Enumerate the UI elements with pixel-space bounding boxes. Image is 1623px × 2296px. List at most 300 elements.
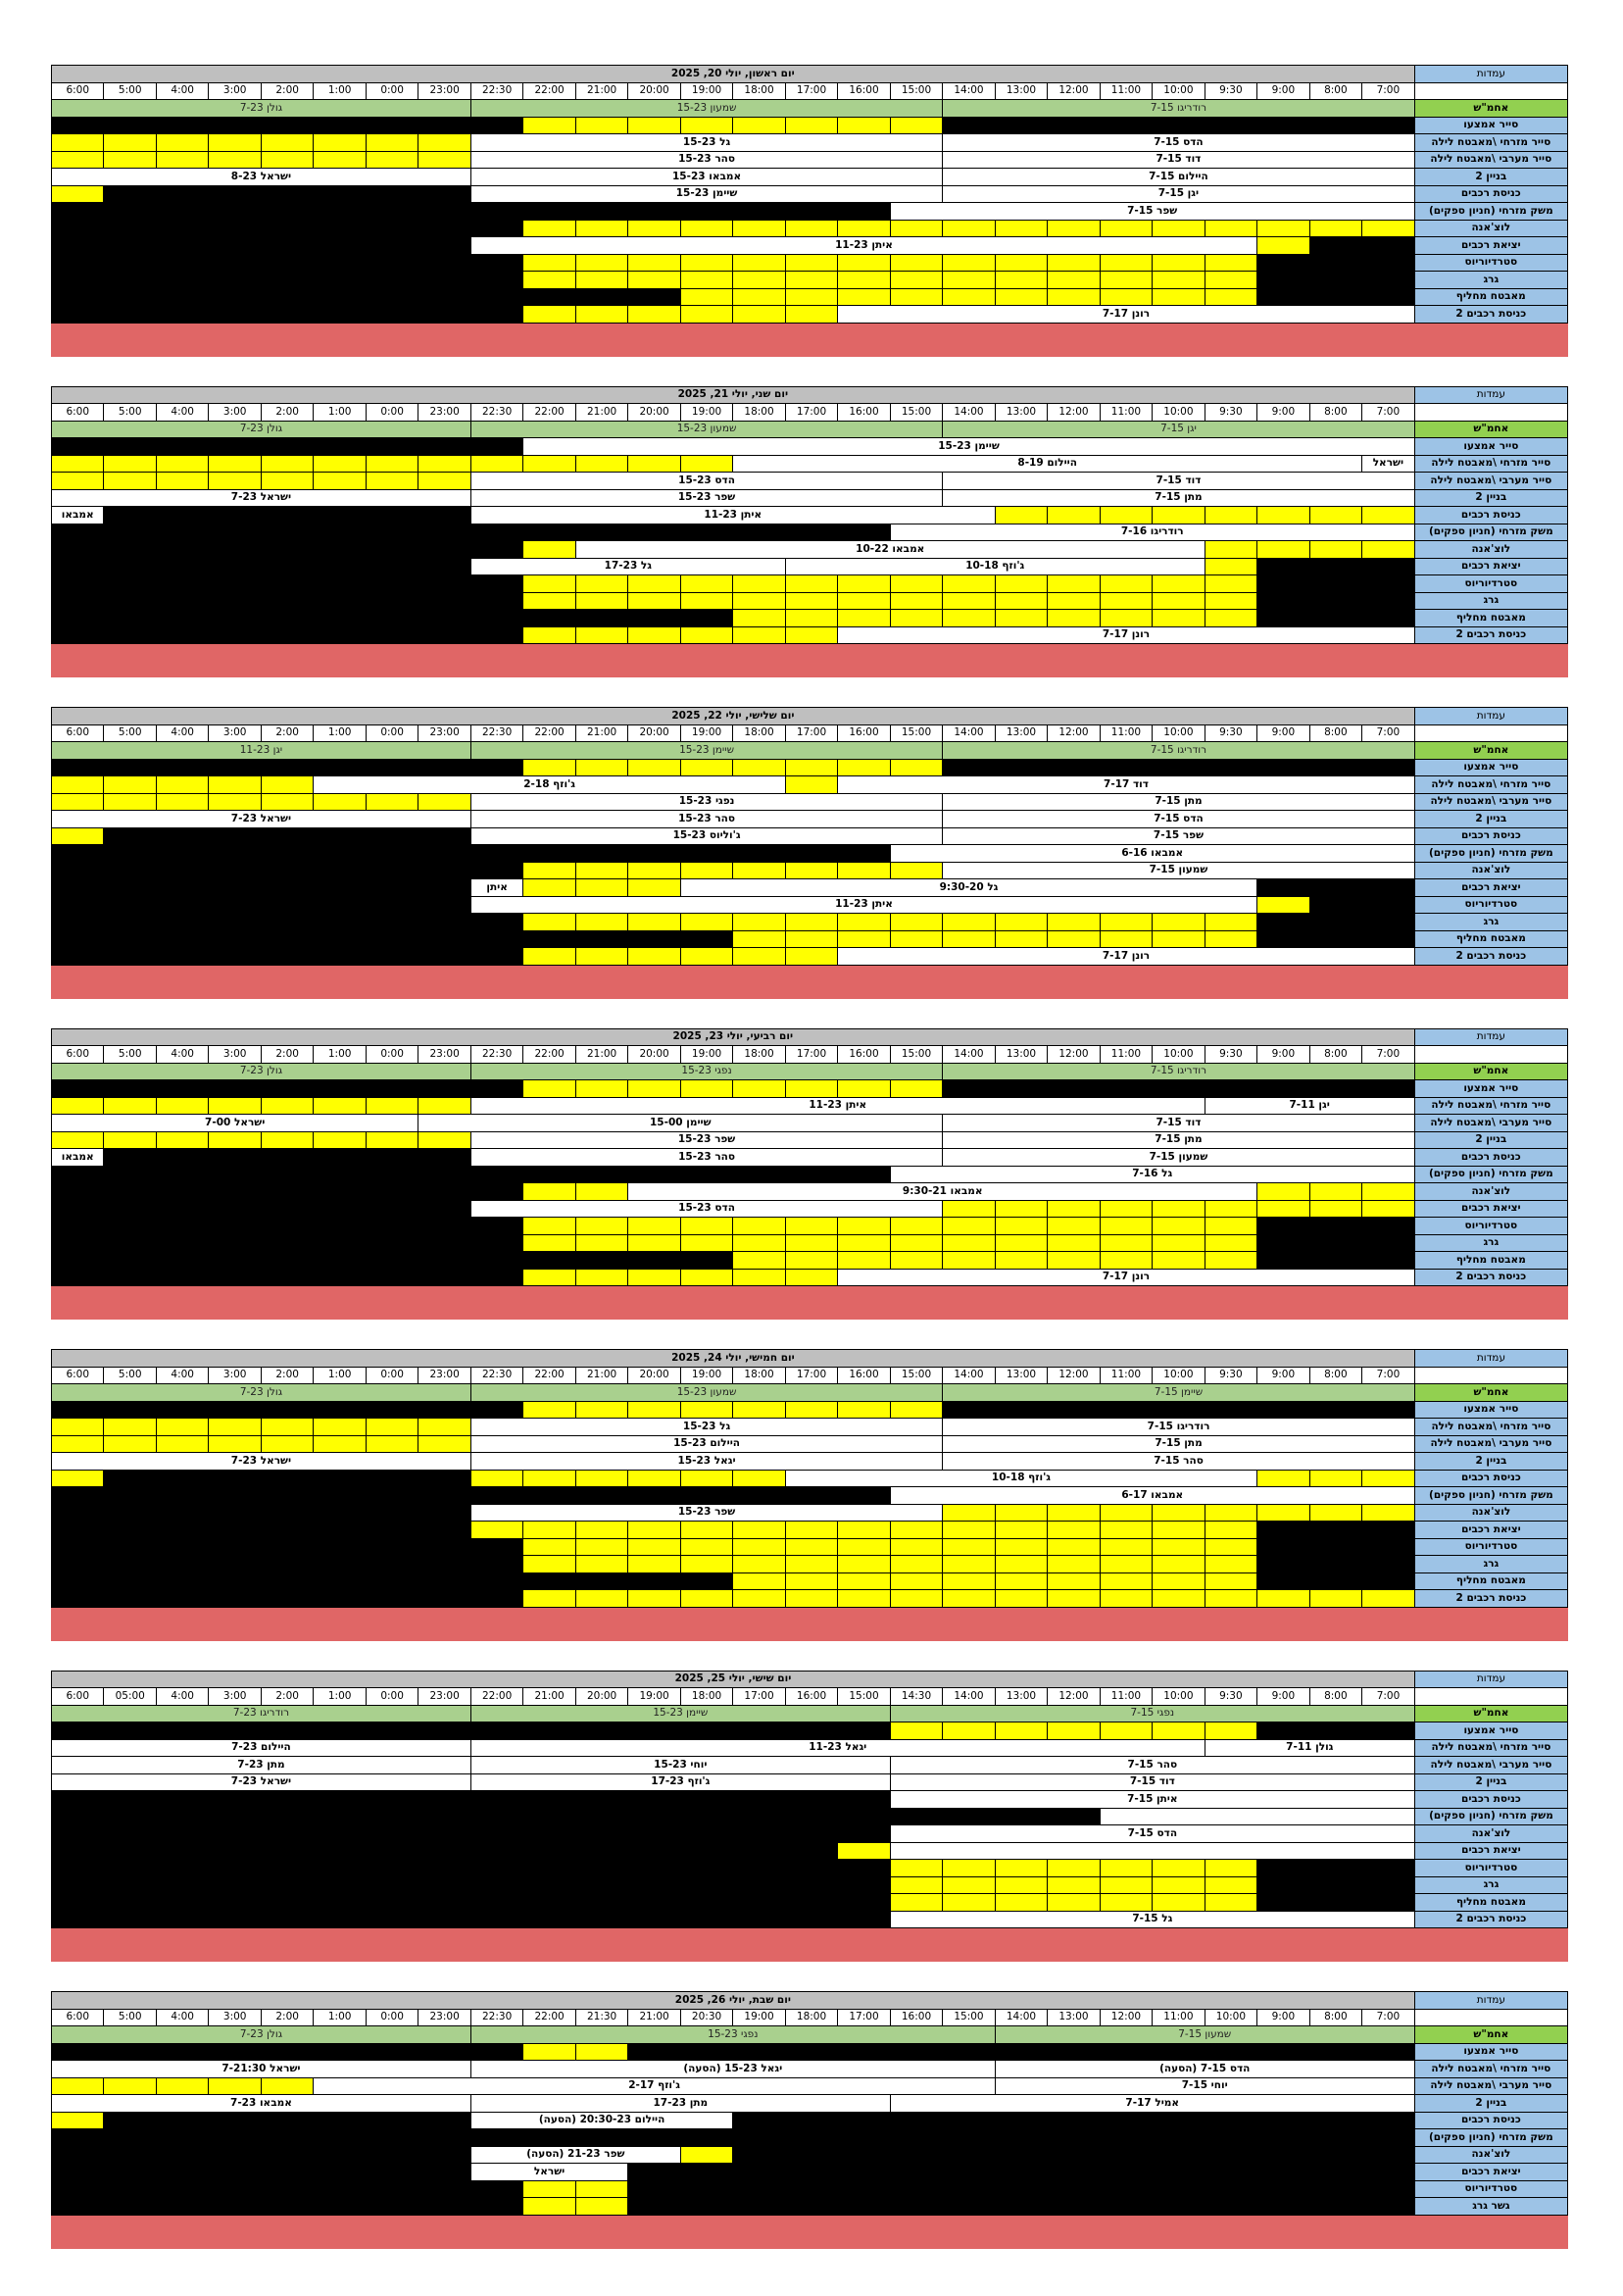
open-slot-cell <box>628 948 680 966</box>
closed-slot-cell <box>156 1269 208 1286</box>
assignment-cell: גל 7-16 <box>890 1166 1414 1183</box>
open-slot-cell <box>943 288 995 306</box>
open-slot-cell <box>1205 1556 1256 1573</box>
assignment-cell: ישראל <box>1362 455 1415 473</box>
open-slot-cell <box>104 473 156 490</box>
closed-slot-cell <box>1362 2164 1415 2181</box>
closed-slot-cell <box>785 1894 837 1912</box>
time-header-blank <box>1414 1046 1567 1064</box>
closed-slot-cell <box>838 2198 890 2216</box>
closed-slot-cell <box>628 1876 680 1894</box>
open-slot-cell <box>680 1269 732 1286</box>
closed-slot-cell <box>418 272 470 289</box>
open-slot-cell <box>890 610 942 627</box>
open-slot-cell <box>104 2077 156 2095</box>
time-header: 12:00 <box>1048 404 1100 422</box>
shift-supervisor: שמעון 15-23 <box>470 421 942 438</box>
open-slot-cell <box>1048 575 1100 593</box>
time-header: 21:00 <box>523 1688 575 1706</box>
time-header: 12:00 <box>1048 82 1100 100</box>
open-slot-cell <box>838 930 890 948</box>
closed-slot-cell <box>838 203 890 221</box>
closed-slot-cell <box>680 203 732 221</box>
open-slot-cell <box>366 473 418 490</box>
closed-slot-cell <box>156 759 208 776</box>
day-separator <box>51 1286 1568 1320</box>
closed-slot-cell <box>1362 592 1415 610</box>
closed-slot-cell <box>209 1269 261 1286</box>
closed-slot-cell <box>1257 610 1309 627</box>
closed-slot-cell <box>366 237 418 255</box>
closed-slot-cell <box>314 1825 366 1843</box>
table-row <box>52 2095 1568 2113</box>
closed-slot-cell <box>52 1401 104 1419</box>
open-slot-cell <box>1100 1218 1152 1235</box>
closed-slot-cell <box>314 1504 366 1522</box>
station-label: כניסת רכבים <box>1414 1149 1567 1167</box>
open-slot-cell <box>52 1435 104 1453</box>
open-slot-cell <box>1048 1572 1100 1590</box>
closed-slot-cell <box>1309 879 1361 897</box>
assignment-cell: שפר 7-15 <box>890 203 1414 221</box>
table-row <box>52 1572 1568 1590</box>
closed-slot-cell <box>104 1149 156 1167</box>
closed-slot-cell <box>366 1876 418 1894</box>
closed-slot-cell <box>104 438 156 456</box>
closed-slot-cell <box>261 1080 313 1098</box>
closed-slot-cell <box>156 1860 208 1877</box>
shift-supervisor: גולן 7-23 <box>52 2026 471 2044</box>
closed-slot-cell <box>628 524 680 541</box>
closed-slot-cell <box>52 1538 104 1556</box>
open-slot-cell <box>575 220 627 237</box>
closed-slot-cell <box>1309 2043 1361 2061</box>
time-header: 19:00 <box>680 82 732 100</box>
closed-slot-cell <box>628 2198 680 2216</box>
open-slot-cell <box>1100 1894 1152 1912</box>
time-header: 13:00 <box>995 404 1047 422</box>
stations-header: עמדות <box>1414 1028 1567 1046</box>
closed-slot-cell <box>418 1894 470 1912</box>
closed-slot-cell <box>628 845 680 863</box>
open-slot-cell <box>838 1234 890 1252</box>
shift-supervisor: גולן 7-23 <box>52 1384 471 1402</box>
table-row <box>52 811 1568 828</box>
open-slot-cell <box>575 1538 627 1556</box>
open-slot-cell <box>209 1131 261 1149</box>
closed-slot-cell <box>314 610 366 627</box>
closed-slot-cell <box>733 1808 785 1825</box>
time-header: 21:00 <box>575 1046 627 1064</box>
time-header: 20:00 <box>628 1367 680 1384</box>
time-header: 3:00 <box>209 724 261 742</box>
closed-slot-cell <box>838 2043 890 2061</box>
time-header: 22:30 <box>470 1367 522 1384</box>
closed-slot-cell <box>209 575 261 593</box>
station-label: לוצ'אנה <box>1414 1825 1567 1843</box>
closed-slot-cell <box>104 1791 156 1809</box>
closed-slot-cell <box>628 930 680 948</box>
open-slot-cell <box>1205 1894 1256 1912</box>
open-slot-cell <box>943 1504 995 1522</box>
closed-slot-cell <box>209 610 261 627</box>
closed-slot-cell <box>52 1911 104 1928</box>
closed-slot-cell <box>156 2164 208 2181</box>
open-slot-cell <box>838 254 890 272</box>
open-slot-cell <box>1205 610 1256 627</box>
open-slot-cell <box>785 1556 837 1573</box>
open-slot-cell <box>156 473 208 490</box>
open-slot-cell <box>261 793 313 811</box>
table-row <box>52 1757 1568 1774</box>
station-label: כניסת רכבים 2 <box>1414 1911 1567 1928</box>
closed-slot-cell <box>209 930 261 948</box>
assignment-cell: מתן 7-15 <box>943 1435 1415 1453</box>
closed-slot-cell <box>52 1487 104 1505</box>
open-slot-cell <box>1153 1590 1205 1608</box>
assignment-cell: סהר 7-15 <box>890 1757 1414 1774</box>
open-slot-cell <box>785 862 837 879</box>
assignment-cell: אמיל 7-17 <box>890 2095 1414 2113</box>
open-slot-cell <box>1205 1252 1256 1270</box>
open-slot-cell <box>1362 541 1415 559</box>
closed-slot-cell <box>523 1572 575 1590</box>
open-slot-cell <box>628 1080 680 1098</box>
open-slot-cell <box>628 1218 680 1235</box>
time-header: 7:00 <box>1362 2009 1415 2026</box>
stations-header: עמדות <box>1414 708 1567 725</box>
station-label: משק מזרחי (חניון ספקים) <box>1414 1166 1567 1183</box>
stations-header: עמדות <box>1414 1671 1567 1688</box>
stations-header: עמדות <box>1414 1350 1567 1368</box>
open-slot-cell <box>52 134 104 152</box>
open-slot-cell <box>943 1590 995 1608</box>
station-label: מאבטח מחליף <box>1414 1894 1567 1912</box>
closed-slot-cell <box>523 203 575 221</box>
open-slot-cell <box>733 626 785 644</box>
closed-slot-cell <box>366 272 418 289</box>
open-slot-cell <box>156 2077 208 2095</box>
table-row <box>52 1538 1568 1556</box>
closed-slot-cell <box>314 575 366 593</box>
closed-slot-cell <box>523 1722 575 1740</box>
table-row <box>52 1269 1568 1286</box>
closed-slot-cell <box>733 1487 785 1505</box>
closed-slot-cell <box>104 1200 156 1218</box>
closed-slot-cell <box>156 272 208 289</box>
closed-slot-cell <box>314 626 366 644</box>
open-slot-cell <box>680 306 732 324</box>
open-slot-cell <box>890 930 942 948</box>
table-row <box>52 862 1568 879</box>
closed-slot-cell <box>628 2043 680 2061</box>
open-slot-cell <box>890 1538 942 1556</box>
station-label: מאבטח מחליף <box>1414 1572 1567 1590</box>
closed-slot-cell <box>104 306 156 324</box>
open-slot-cell <box>575 914 627 931</box>
open-slot-cell <box>575 117 627 134</box>
closed-slot-cell <box>1205 759 1256 776</box>
closed-slot-cell <box>1100 1401 1152 1419</box>
assignment-cell: יגן 7-11 <box>1205 1097 1414 1115</box>
open-slot-cell <box>680 1522 732 1539</box>
closed-slot-cell <box>314 896 366 914</box>
closed-slot-cell <box>261 1504 313 1522</box>
schedule-table <box>51 1671 1568 1929</box>
open-slot-cell <box>995 610 1047 627</box>
day-schedule <box>51 65 1568 386</box>
time-header: 9:00 <box>1257 1688 1309 1706</box>
open-slot-cell <box>209 134 261 152</box>
table-row <box>52 2180 1568 2198</box>
closed-slot-cell <box>1257 1080 1309 1098</box>
time-header: 7:00 <box>1362 1367 1415 1384</box>
time-header: 05:00 <box>104 1688 156 1706</box>
closed-slot-cell <box>156 879 208 897</box>
closed-slot-cell <box>261 1894 313 1912</box>
table-row <box>52 1401 1568 1419</box>
closed-slot-cell <box>314 1556 366 1573</box>
shift-supervisor: נפגי 15-23 <box>470 2026 995 2044</box>
closed-slot-cell <box>261 1487 313 1505</box>
open-slot-cell <box>575 1183 627 1201</box>
open-slot-cell <box>995 914 1047 931</box>
closed-slot-cell <box>628 1911 680 1928</box>
assignment-cell: אמבאו <box>52 507 104 524</box>
open-slot-cell <box>209 473 261 490</box>
closed-slot-cell <box>1100 1080 1152 1098</box>
closed-slot-cell <box>418 879 470 897</box>
closed-slot-cell <box>104 117 156 134</box>
open-slot-cell <box>1309 220 1361 237</box>
open-slot-cell <box>104 151 156 169</box>
open-slot-cell <box>890 1590 942 1608</box>
table-row <box>52 1722 1568 1740</box>
assignment-cell: ג'וליוס 15-23 <box>470 827 942 845</box>
closed-slot-cell <box>1362 1894 1415 1912</box>
closed-slot-cell <box>628 1894 680 1912</box>
assignment-cell: אמבאו 7-23 <box>52 2095 471 2113</box>
closed-slot-cell <box>785 203 837 221</box>
open-slot-cell <box>1048 914 1100 931</box>
open-slot-cell <box>785 759 837 776</box>
open-slot-cell <box>838 1590 890 1608</box>
time-header: 9:00 <box>1257 82 1309 100</box>
closed-slot-cell <box>156 237 208 255</box>
open-slot-cell <box>314 134 366 152</box>
closed-slot-cell <box>209 2146 261 2164</box>
open-slot-cell <box>1257 1470 1309 1487</box>
closed-slot-cell <box>470 862 522 879</box>
station-label: בניין 2 <box>1414 1453 1567 1471</box>
open-slot-cell <box>104 793 156 811</box>
closed-slot-cell <box>1153 1080 1205 1098</box>
closed-slot-cell <box>1309 610 1361 627</box>
closed-slot-cell <box>890 2129 942 2147</box>
open-slot-cell <box>523 1538 575 1556</box>
open-slot-cell <box>52 151 104 169</box>
closed-slot-cell <box>523 1825 575 1843</box>
open-slot-cell <box>1100 1590 1152 1608</box>
closed-slot-cell <box>104 1522 156 1539</box>
open-slot-cell <box>1153 575 1205 593</box>
time-header: 22:30 <box>470 82 522 100</box>
open-slot-cell <box>628 1269 680 1286</box>
closed-slot-cell <box>314 948 366 966</box>
closed-slot-cell <box>314 1401 366 1419</box>
open-slot-cell <box>1100 1504 1152 1522</box>
time-header: 14:00 <box>943 1367 995 1384</box>
closed-slot-cell <box>418 827 470 845</box>
open-slot-cell <box>680 1556 732 1573</box>
assignment-cell: ישראל 7-00 <box>52 1115 418 1132</box>
open-slot-cell <box>680 455 732 473</box>
closed-slot-cell <box>680 1894 732 1912</box>
closed-slot-cell <box>680 1911 732 1928</box>
closed-slot-cell <box>52 1808 104 1825</box>
closed-slot-cell <box>52 948 104 966</box>
closed-slot-cell <box>1309 2112 1361 2129</box>
time-header: 10:00 <box>1153 82 1205 100</box>
open-slot-cell <box>995 507 1047 524</box>
closed-slot-cell <box>1362 914 1415 931</box>
open-slot-cell <box>523 1183 575 1201</box>
closed-slot-cell <box>1309 237 1361 255</box>
closed-slot-cell <box>1362 2129 1415 2147</box>
open-slot-cell <box>680 220 732 237</box>
closed-slot-cell <box>1257 1722 1309 1740</box>
time-header: 17:00 <box>785 82 837 100</box>
closed-slot-cell <box>733 1791 785 1809</box>
time-header: 16:00 <box>838 1046 890 1064</box>
open-slot-cell <box>104 776 156 794</box>
closed-slot-cell <box>104 914 156 931</box>
shift-supervisor: שיימן 15-23 <box>470 1705 890 1722</box>
open-slot-cell <box>628 220 680 237</box>
closed-slot-cell <box>261 930 313 948</box>
table-row <box>52 489 1568 507</box>
time-header: 5:00 <box>104 2009 156 2026</box>
assignment-cell: הדס 15-23 <box>470 473 942 490</box>
station-label: גרג <box>1414 1556 1567 1573</box>
closed-slot-cell <box>314 117 366 134</box>
closed-slot-cell <box>470 1556 522 1573</box>
schedule-table <box>51 1991 1568 2216</box>
closed-slot-cell <box>261 1791 313 1809</box>
time-header: 23:00 <box>418 82 470 100</box>
closed-slot-cell <box>209 948 261 966</box>
open-slot-cell <box>1205 541 1256 559</box>
station-label: כניסת רכבים 2 <box>1414 626 1567 644</box>
open-slot-cell <box>680 948 732 966</box>
closed-slot-cell <box>418 117 470 134</box>
closed-slot-cell <box>104 879 156 897</box>
open-slot-cell <box>628 759 680 776</box>
closed-slot-cell <box>261 237 313 255</box>
day-gap <box>51 1962 1568 1991</box>
closed-slot-cell <box>470 1825 522 1843</box>
assignment-cell: איתן 11-23 <box>470 507 995 524</box>
closed-slot-cell <box>156 2129 208 2147</box>
table-row <box>52 541 1568 559</box>
closed-slot-cell <box>366 930 418 948</box>
table-row <box>52 151 1568 169</box>
station-label: סייר מערבי \מאבטח לילה <box>1414 1435 1567 1453</box>
station-label: סייר אמצעו <box>1414 759 1567 776</box>
time-header: 9:30 <box>1205 1367 1256 1384</box>
closed-slot-cell <box>943 1401 995 1419</box>
open-slot-cell <box>680 759 732 776</box>
open-slot-cell <box>1100 610 1152 627</box>
time-header: 17:00 <box>785 724 837 742</box>
closed-slot-cell <box>418 2146 470 2164</box>
closed-slot-cell <box>314 2129 366 2147</box>
open-slot-cell <box>838 914 890 931</box>
time-header: 14:00 <box>943 1688 995 1706</box>
closed-slot-cell <box>680 2129 732 2147</box>
open-slot-cell <box>209 455 261 473</box>
open-slot-cell <box>523 626 575 644</box>
closed-slot-cell <box>418 1183 470 1201</box>
open-slot-cell <box>575 1080 627 1098</box>
closed-slot-cell <box>209 1166 261 1183</box>
open-slot-cell <box>1257 541 1309 559</box>
closed-slot-cell <box>52 1842 104 1860</box>
station-label: סייר אמצעו <box>1414 438 1567 456</box>
closed-slot-cell <box>1362 117 1415 134</box>
time-header: 8:00 <box>1309 724 1361 742</box>
open-slot-cell <box>523 948 575 966</box>
assignment-cell: הדס 7-15 <box>943 811 1415 828</box>
open-slot-cell <box>523 455 575 473</box>
open-slot-cell <box>1257 237 1309 255</box>
station-label: יציאת רכבים <box>1414 237 1567 255</box>
closed-slot-cell <box>1257 914 1309 931</box>
time-header: 9:30 <box>1205 1046 1256 1064</box>
open-slot-cell <box>1257 896 1309 914</box>
closed-slot-cell <box>314 254 366 272</box>
time-header: 0:00 <box>366 82 418 100</box>
closed-slot-cell <box>156 1504 208 1522</box>
closed-slot-cell <box>209 1080 261 1098</box>
station-label: גרג <box>1414 1876 1567 1894</box>
closed-slot-cell <box>1257 1876 1309 1894</box>
closed-slot-cell <box>1257 2129 1309 2147</box>
open-slot-cell <box>785 1590 837 1608</box>
closed-slot-cell <box>575 610 627 627</box>
open-slot-cell <box>1048 272 1100 289</box>
time-header: 10:00 <box>1153 404 1205 422</box>
open-slot-cell <box>785 1538 837 1556</box>
open-slot-cell <box>575 2043 627 2061</box>
assignment-cell: אמבאו <box>52 1149 104 1167</box>
closed-slot-cell <box>1257 1218 1309 1235</box>
table-row <box>52 1894 1568 1912</box>
closed-slot-cell <box>156 288 208 306</box>
open-slot-cell <box>1205 1522 1256 1539</box>
closed-slot-cell <box>1362 1572 1415 1590</box>
time-header: 11:00 <box>1100 1367 1152 1384</box>
closed-slot-cell <box>261 1860 313 1877</box>
closed-slot-cell <box>1100 2129 1152 2147</box>
closed-slot-cell <box>261 1269 313 1286</box>
shift-supervisor: רודריגו 7-15 <box>943 1063 1414 1080</box>
open-slot-cell <box>1153 1722 1205 1740</box>
open-slot-cell <box>418 1419 470 1436</box>
closed-slot-cell <box>470 1860 522 1877</box>
table-row <box>52 626 1568 644</box>
closed-slot-cell <box>418 1252 470 1270</box>
